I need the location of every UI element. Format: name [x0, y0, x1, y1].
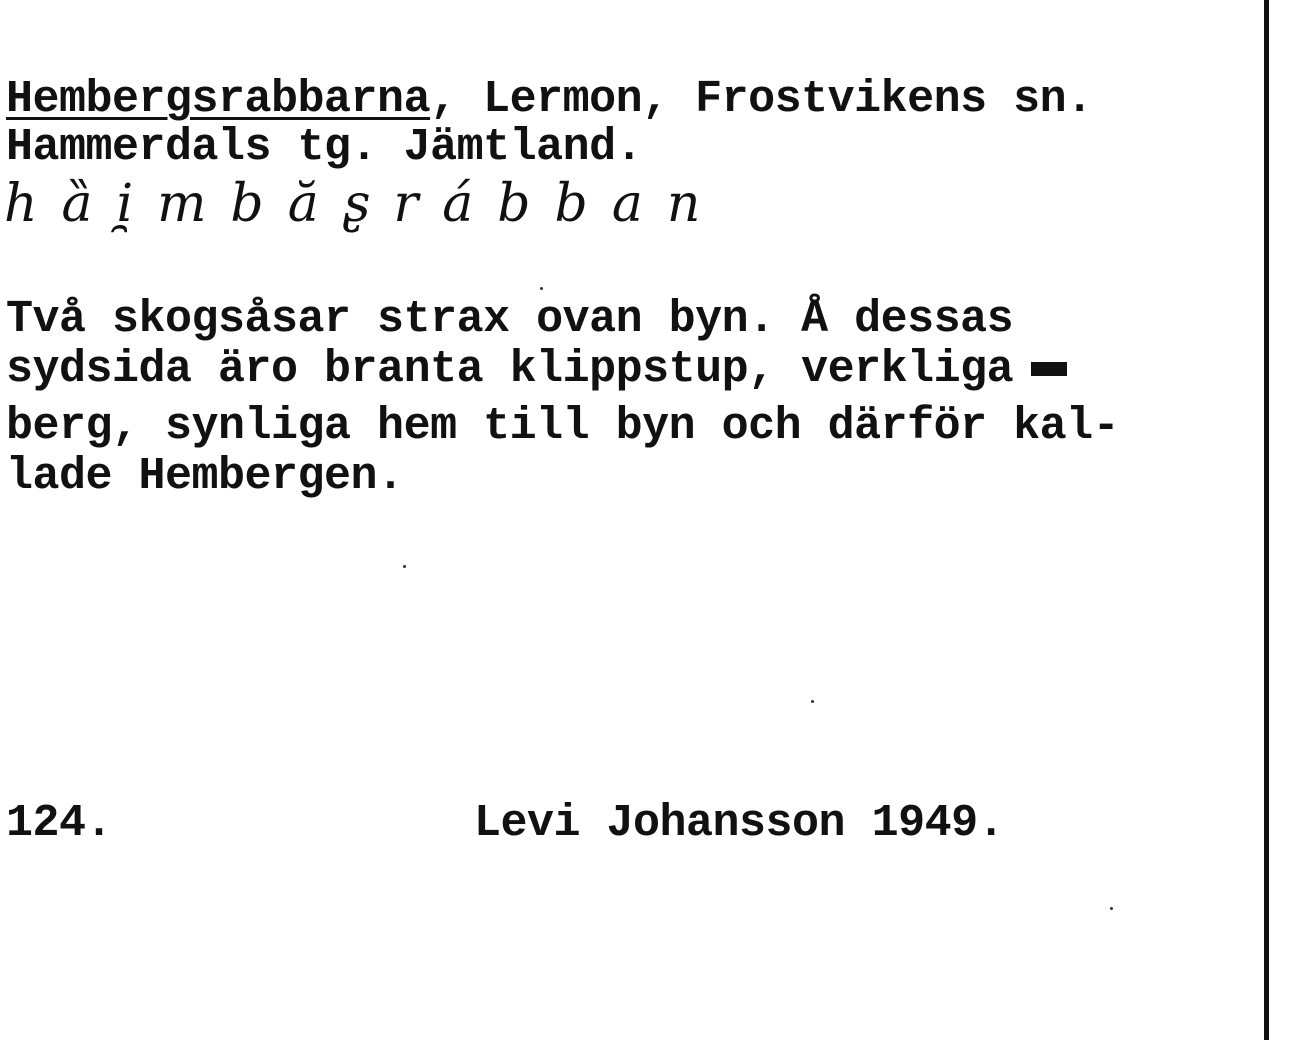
heading-line-2: Hammerdals tg. Jämtland.: [6, 122, 643, 173]
card-edge-line: [1264, 0, 1269, 1040]
paper-speck: [403, 565, 406, 568]
heading-location: , Lermon, Frostvikens sn.: [430, 74, 1093, 125]
place-name: Hembergsrabbarna: [6, 74, 431, 125]
heading-line-1: [6, 76, 1093, 124]
body-line-4: lade Hembergen.: [6, 451, 404, 502]
signature-line: Levi Johansson 1949.: [474, 798, 1005, 849]
typed-strikeout-mark: [1031, 362, 1067, 376]
card-number: 124.: [6, 798, 113, 849]
body-line-3: berg, synliga hem till byn och därför kal-: [6, 401, 1120, 452]
body-line-2: [6, 346, 1067, 394]
paper-speck: [540, 287, 543, 290]
paper-speck: [1110, 907, 1113, 910]
body-line-1: Två skogsåsar strax ovan byn. Å dessas: [6, 294, 1014, 345]
phonetic-transcription: hȁi̯mbăʂrábban: [4, 174, 725, 234]
paper-speck: [811, 700, 814, 703]
body-line-2-text: sydsida äro branta klippstup, verkliga: [6, 344, 1014, 395]
